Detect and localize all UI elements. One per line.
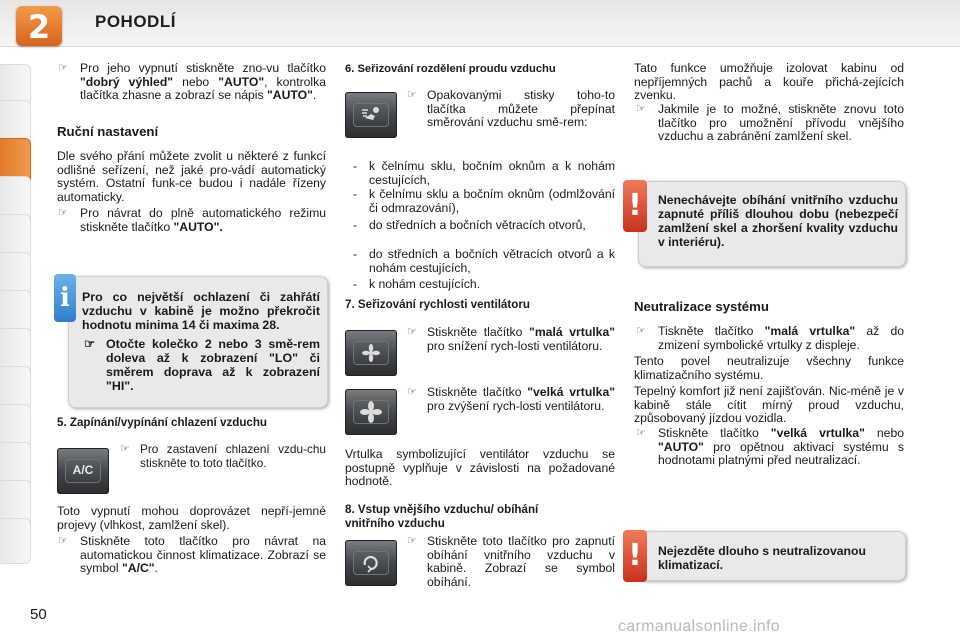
pointing-hand-icon: ☞ bbox=[407, 326, 417, 338]
ac-title: 5. Zapínání/vypínání chlazení vzduchu bbox=[57, 416, 268, 429]
exclamation-icon: ! bbox=[623, 180, 647, 232]
pointing-hand-icon: ☞ bbox=[84, 337, 96, 351]
ac-text: Toto vypnutí mohou doprovázet nepří-jemné projevy (vlhkost, zamlžení skel). bbox=[57, 504, 326, 532]
ac-label: A/C bbox=[72, 463, 94, 477]
pointing-hand-icon: ☞ bbox=[636, 103, 646, 115]
pointing-hand-icon: ☞ bbox=[58, 535, 68, 547]
warning-text-1: Nenechávejte obíhání vnitřního vzduchu zapnuté příliš dlouhou dobu (nebezpečí zamlžení skel a zhoršení kvality vzduchu v interiéru). bbox=[658, 193, 898, 249]
pointing-hand-icon: ☞ bbox=[407, 386, 417, 398]
ac-bullet: ☞ Pro zastavení chlazení vzdu-chu stiskněte to toto tlačítko. bbox=[120, 442, 326, 470]
distribution-item: - do středních a bočních větracích otvorů, bbox=[353, 218, 586, 232]
ac-button-image bbox=[57, 448, 109, 494]
small-fan-icon bbox=[359, 342, 383, 364]
distribution-button-image bbox=[345, 92, 397, 138]
fan-title: 7. Seřizování rychlosti ventilátoru bbox=[345, 298, 530, 311]
side-tab-13[interactable] bbox=[0, 518, 31, 564]
info-icon: i bbox=[54, 274, 76, 322]
manual-text: Dle svého přání můžete zvolit u některé z funkcí odlišné seřízení, než jaké pro-vádí automatický systém. Ostatní funk-ce budou i nadále řízeny automaticky. bbox=[57, 149, 326, 204]
large-fan-icon bbox=[359, 401, 383, 423]
distribution-item: - k nohám cestujících. bbox=[353, 277, 481, 291]
chapter-number: 2 bbox=[27, 8, 51, 46]
recirculation-intro-bullet: ☞ Jakmile je to možné, stiskněte znovu toto tlačítko pro umožnění přívodu vnějšího vzduchu a zabránění zamlžení skel. bbox=[636, 102, 904, 144]
info-bullet: ☞ Otočte kolečko 2 nebo 3 smě-rem doleva až k zobrazení "LO" či směrem doprava až k zobrazení "HI". bbox=[84, 337, 320, 393]
bullet-auto: ☞ Pro jeho vypnutí stiskněte zno-vu tlačítko "dobrý výhled" nebo "AUTO", kontrolka tlačítka zhasne a zobrazí se nápis "AUTO". bbox=[58, 61, 326, 103]
page-title: POHODLÍ bbox=[95, 12, 176, 31]
pointing-hand-icon: ☞ bbox=[636, 427, 646, 439]
fan-high-bullet: ☞ Stiskněte tlačítko "velká vrtulka" pro zvýšení rych-losti ventilátoru. bbox=[407, 385, 615, 413]
neutral-text-2: Tepelný komfort již není zajišťován. Nic-méně je v kabině stále cítit mírný proud vzduchu, způsobovaný jízdou vozidla. bbox=[634, 384, 904, 426]
fan-low-bullet: ☞ Stiskněte tlačítko "malá vrtulka" pro snížení rych-losti ventilátoru. bbox=[407, 325, 615, 353]
pointing-hand-icon: ☞ bbox=[58, 62, 68, 74]
air-distribution-icon bbox=[359, 104, 383, 126]
recirculation-bullet: ☞ Stiskněte toto tlačítko pro zapnutí obíhání vnitřního vzduchu v kabině. Zobrazí se symbol obíhání. bbox=[407, 534, 615, 589]
pointing-hand-icon: ☞ bbox=[636, 325, 646, 337]
bullet-return: ☞ Pro návrat do plně automatického režimu stiskněte tlačítko "AUTO". bbox=[58, 206, 326, 234]
pointing-hand-icon: ☞ bbox=[407, 535, 417, 547]
fan-high-button-image bbox=[345, 389, 397, 435]
distribution-title: 6. Seřizování rozdělení proudu vzduchu bbox=[345, 63, 556, 75]
recirculation-intro: Tato funkce umožňuje izolovat kabinu od nepříjemných pachů a kouře přichá-zejících zvenku. bbox=[634, 61, 904, 103]
pointing-hand-icon: ☞ bbox=[407, 89, 417, 101]
neutral-bullet-2: ☞ Stiskněte tlačítko "velká vrtulka" nebo "AUTO" pro opětnou aktivaci systému s hodnotami platnými před neutralizací. bbox=[636, 426, 904, 468]
pointing-hand-icon: ☞ bbox=[120, 443, 130, 455]
recirculation-button-image bbox=[345, 540, 397, 586]
pointing-hand-icon: ☞ bbox=[58, 207, 68, 219]
fan-text: Vrtulka symbolizující ventilátor vzduchu se postupně vyplňuje v závislosti na požadované hodnotě. bbox=[345, 447, 615, 489]
ac-bullet-2: ☞ Stiskněte toto tlačítko pro návrat na automatickou činnost klimatizace. Zobrazí se symbol "A/C". bbox=[58, 534, 326, 576]
distribution-item: - k čelnímu sklu, bočním oknům a k nohám cestujících, bbox=[353, 159, 615, 187]
distribution-item: - k čelnímu sklu a bočním oknům (odmlžování či odmrazování), bbox=[353, 187, 615, 215]
distribution-item: - do středních a bočních větracích otvorů a k nohám cestujících, bbox=[353, 247, 615, 275]
recirculation-icon bbox=[359, 552, 383, 574]
neutral-bullet: ☞ Tiskněte tlačítko "malá vrtulka" až do zmizení symbolické vrtulky z displeje. bbox=[636, 324, 904, 352]
fan-low-button-image bbox=[345, 330, 397, 376]
chapter-badge bbox=[16, 6, 62, 46]
page-number: 50 bbox=[30, 606, 47, 623]
warning-text-2: Nejezděte dlouho s neutralizovanou klimatizací. bbox=[658, 544, 866, 572]
exclamation-icon: ! bbox=[623, 530, 647, 582]
distribution-bullet: ☞ Opakovanými stisky toho-to tlačítka můžete přepínat směrování vzduchu smě-rem: bbox=[407, 88, 615, 130]
neutral-text-1: Tento povel neutralizuje všechny funkce klimatizačního systému. bbox=[634, 354, 904, 382]
watermark: carmanualsonline.info bbox=[618, 618, 780, 635]
section-title-neutral: Neutralizace systému bbox=[634, 299, 769, 314]
info-text: Pro co největší ochlazení či zahřátí vzduchu v kabině je možno překročit hodnotu minima 14 či maxima 28. bbox=[82, 290, 320, 332]
section-title-manual: Ruční nastavení bbox=[57, 124, 159, 139]
recirculation-title: 8. Vstup vnějšího vzduchu/ obíhání vnitřního vzduchu bbox=[345, 503, 539, 530]
